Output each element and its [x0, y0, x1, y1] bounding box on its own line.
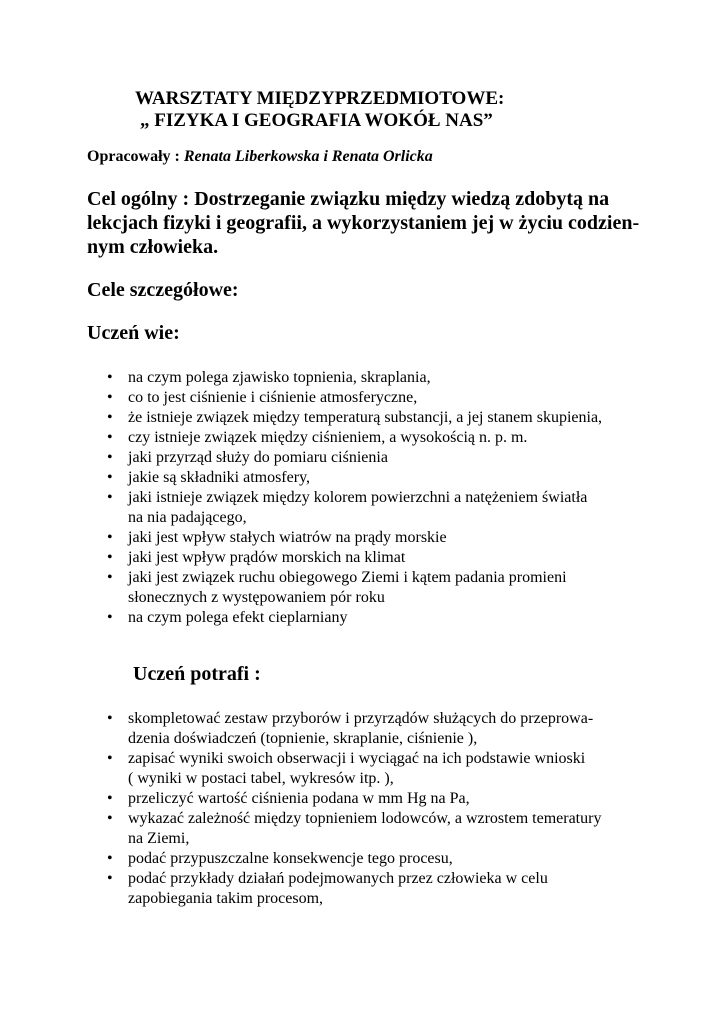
list-item — [0, 809, 601, 849]
list-item — [0, 749, 601, 789]
list-item — [0, 789, 601, 809]
authors-line — [87, 148, 433, 166]
general-goal-line: lekcjach fizyki i geografii, a wykorzystaniem jej w życiu codzien- — [87, 212, 640, 234]
bullet-icon: • — [107, 790, 113, 807]
list-item-text: słonecznych z występowaniem pór roku — [128, 589, 385, 606]
list-item — [0, 849, 601, 869]
list-item — [0, 869, 601, 909]
list-item — [0, 468, 602, 488]
list-item-text: skompletować zestaw przyborów i przyrządów służących do przeprowa- — [128, 710, 594, 727]
bullet-icon: • — [107, 750, 113, 767]
bullet-icon: • — [107, 569, 113, 586]
bullet-icon: • — [107, 549, 113, 566]
list-item — [0, 568, 602, 608]
list-item-text: że istnieje związek między temperaturą substancji, a jej stanem skupienia, — [128, 409, 603, 426]
general-goal-line: Cel ogólny : Dostrzeganie związku między wiedzą zdobytą na — [87, 188, 610, 210]
list-item — [0, 408, 602, 428]
list-item-text: zapobiegania takim procesom, — [128, 890, 324, 907]
bullet-icon: • — [107, 850, 113, 867]
list-item-text: na Ziemi, — [128, 830, 190, 847]
list-item — [0, 488, 602, 528]
bullet-icon: • — [107, 389, 113, 406]
list-item-text: dzenia doświadczeń (topnienie, skraplanie, ciśnienie ), — [128, 730, 478, 747]
list-item-text: jaki jest wpływ prądów morskich na klimat — [128, 549, 406, 566]
bullet-icon: • — [107, 710, 113, 727]
student-knows-list — [0, 368, 602, 628]
list-item-text: ( wyniki w postaci tabel, wykresów itp. ), — [128, 770, 394, 787]
bullet-icon: • — [107, 469, 113, 486]
list-item — [0, 428, 602, 448]
list-item-text: jaki jest związek ruchu obiegowego Ziemi i kątem padania promieni — [128, 569, 567, 586]
list-item — [0, 548, 602, 568]
bullet-icon: • — [107, 409, 113, 426]
student-can-list — [0, 709, 601, 909]
student-can-heading: Uczeń potrafi : — [133, 663, 261, 685]
list-item-text: przeliczyć wartość ciśnienia podana w mm Hg na Pa, — [128, 790, 470, 807]
bullet-icon: • — [107, 449, 113, 466]
list-item-text: jakie są składniki atmosfery, — [128, 469, 311, 486]
list-item-text: na nia padającego, — [128, 509, 247, 526]
bullet-icon: • — [107, 810, 113, 827]
list-item-text: wykazać zależność między topnieniem lodowców, a wzrostem temeratury — [128, 810, 602, 827]
list-item — [0, 388, 602, 408]
list-item-text: czy istnieje związek między ciśnieniem, a wysokością n. p. m. — [128, 429, 528, 446]
authors-names: Renata Liberkowska i Renata Orlicka — [183, 148, 433, 165]
bullet-icon: • — [107, 870, 113, 887]
list-item-text: jaki przyrząd służy do pomiaru ciśnienia — [128, 449, 388, 466]
list-item-text: podać przypuszczalne konsekwencje tego procesu, — [128, 850, 453, 867]
authors-label: Opracowały : — [87, 148, 184, 165]
student-knows-heading: Uczeń wie: — [87, 322, 180, 344]
list-item-text: na czym polega zjawisko topnienia, skraplania, — [128, 369, 431, 386]
list-item-text: podać przykłady działań podejmowanych przez człowieka w celu — [128, 870, 548, 887]
list-item — [0, 448, 602, 468]
list-item-text: co to jest ciśnienie i ciśnienie atmosferyczne, — [128, 389, 418, 406]
list-item — [0, 709, 601, 749]
bullet-icon: • — [107, 609, 113, 626]
general-goal — [87, 187, 647, 259]
document-title-line-2: „ FIZYKA I GEOGRAFIA WOKÓŁ NAS” — [140, 110, 493, 131]
list-item — [0, 528, 602, 548]
list-item — [0, 368, 602, 388]
bullet-icon: • — [107, 369, 113, 386]
detailed-goals-heading: Cele szczegółowe: — [87, 279, 239, 301]
document-title-line-1: WARSZTATY MIĘDZYPRZEDMIOTOWE: — [135, 88, 505, 109]
bullet-icon: • — [107, 429, 113, 446]
list-item-text: na czym polega efekt cieplarniany — [128, 609, 348, 626]
bullet-icon: • — [107, 529, 113, 546]
list-item-text: zapisać wyniki swoich obserwacji i wyciągać na ich podstawie wnioski — [128, 750, 586, 767]
general-goal-line: nym człowieka. — [87, 236, 219, 258]
list-item-text: jaki istnieje związek między kolorem powierzchni a natężeniem światła — [128, 489, 588, 506]
bullet-icon: • — [107, 489, 113, 506]
list-item-text: jaki jest wpływ stałych wiatrów na prądy morskie — [128, 529, 447, 546]
list-item — [0, 608, 602, 628]
